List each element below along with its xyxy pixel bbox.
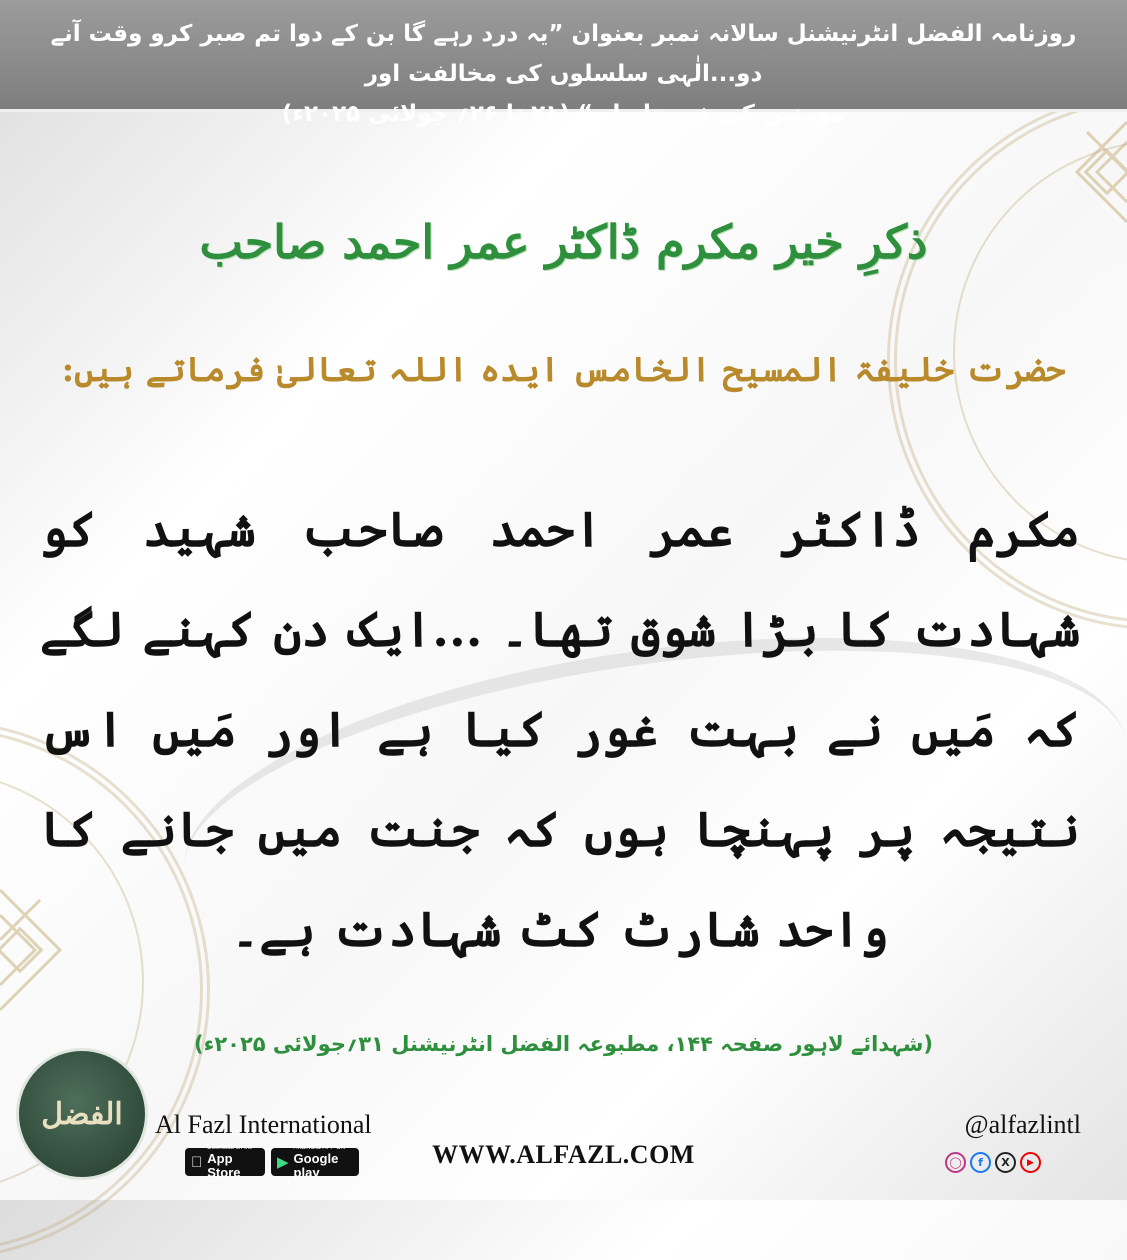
brand-name: Al Fazl International — [155, 1110, 372, 1139]
social-handle[interactable]: @alfazlintl — [964, 1110, 1081, 1139]
page-title: ذکرِ خیر مکرم ڈاکٹر عمر احمد صاحب — [199, 215, 928, 269]
youtube-icon[interactable]: ▶ — [1020, 1152, 1041, 1173]
banner-line-1: روزنامہ الفضل انٹرنیشنل سالانہ نمبر بعنوان ”یہ درد رہے گا بن کے دوا تم صبر کرو وقت آنے دو...الٰہی سلسلوں کی مخالفت اور — [50, 21, 1077, 87]
social-icons — [945, 1152, 1041, 1173]
app-store-small-label: Download on the — [196, 1151, 242, 1158]
play-icon: ▶ — [277, 1154, 289, 1171]
google-play-small-label: ANDROID APP ON — [293, 1144, 346, 1151]
banner-line-2: مومنین کی ذمہ داریاں“ (۲۱ تا ۲۶؍ جولائی ۲۰۲۵ء) — [281, 101, 846, 127]
google-play-label: Google play — [293, 1150, 339, 1180]
app-store-label: App Store — [196, 1157, 259, 1173]
source-reference: (شہدائے لاہور صفحہ ۱۴۴، مطبوعہ الفضل انٹرنیشنل ۳۱؍جولائی ۲۰۲۵ء) — [193, 1032, 934, 1056]
quote-text: مکرم ڈاکٹر عمر احمد صاحب شہید کو شہادت کا بڑا شوق تھا۔ ...ایک دن کہنے لگے کہ مَیں نے بہت غور کیا ہے اور مَیں اس نتیجہ پر پہنچا ہوں کہ جنت میں جانے کا واحد شارٹ کٹ شہادت ہے۔ — [40, 502, 1080, 958]
series-banner — [0, 0, 1127, 127]
x-icon[interactable]: X — [995, 1152, 1016, 1173]
speaker-attribution: حضرت خلیفۃ المسیح الخامس ایدہ اللہ تعالیٰ فرماتے ہیں: — [61, 350, 1066, 390]
facebook-icon[interactable]: f — [970, 1152, 991, 1173]
logo-text: الفضل — [41, 1096, 123, 1132]
instagram-icon[interactable]: ◯ — [945, 1152, 966, 1173]
website-link[interactable]: WWW.ALFAZL.COM — [432, 1140, 695, 1169]
